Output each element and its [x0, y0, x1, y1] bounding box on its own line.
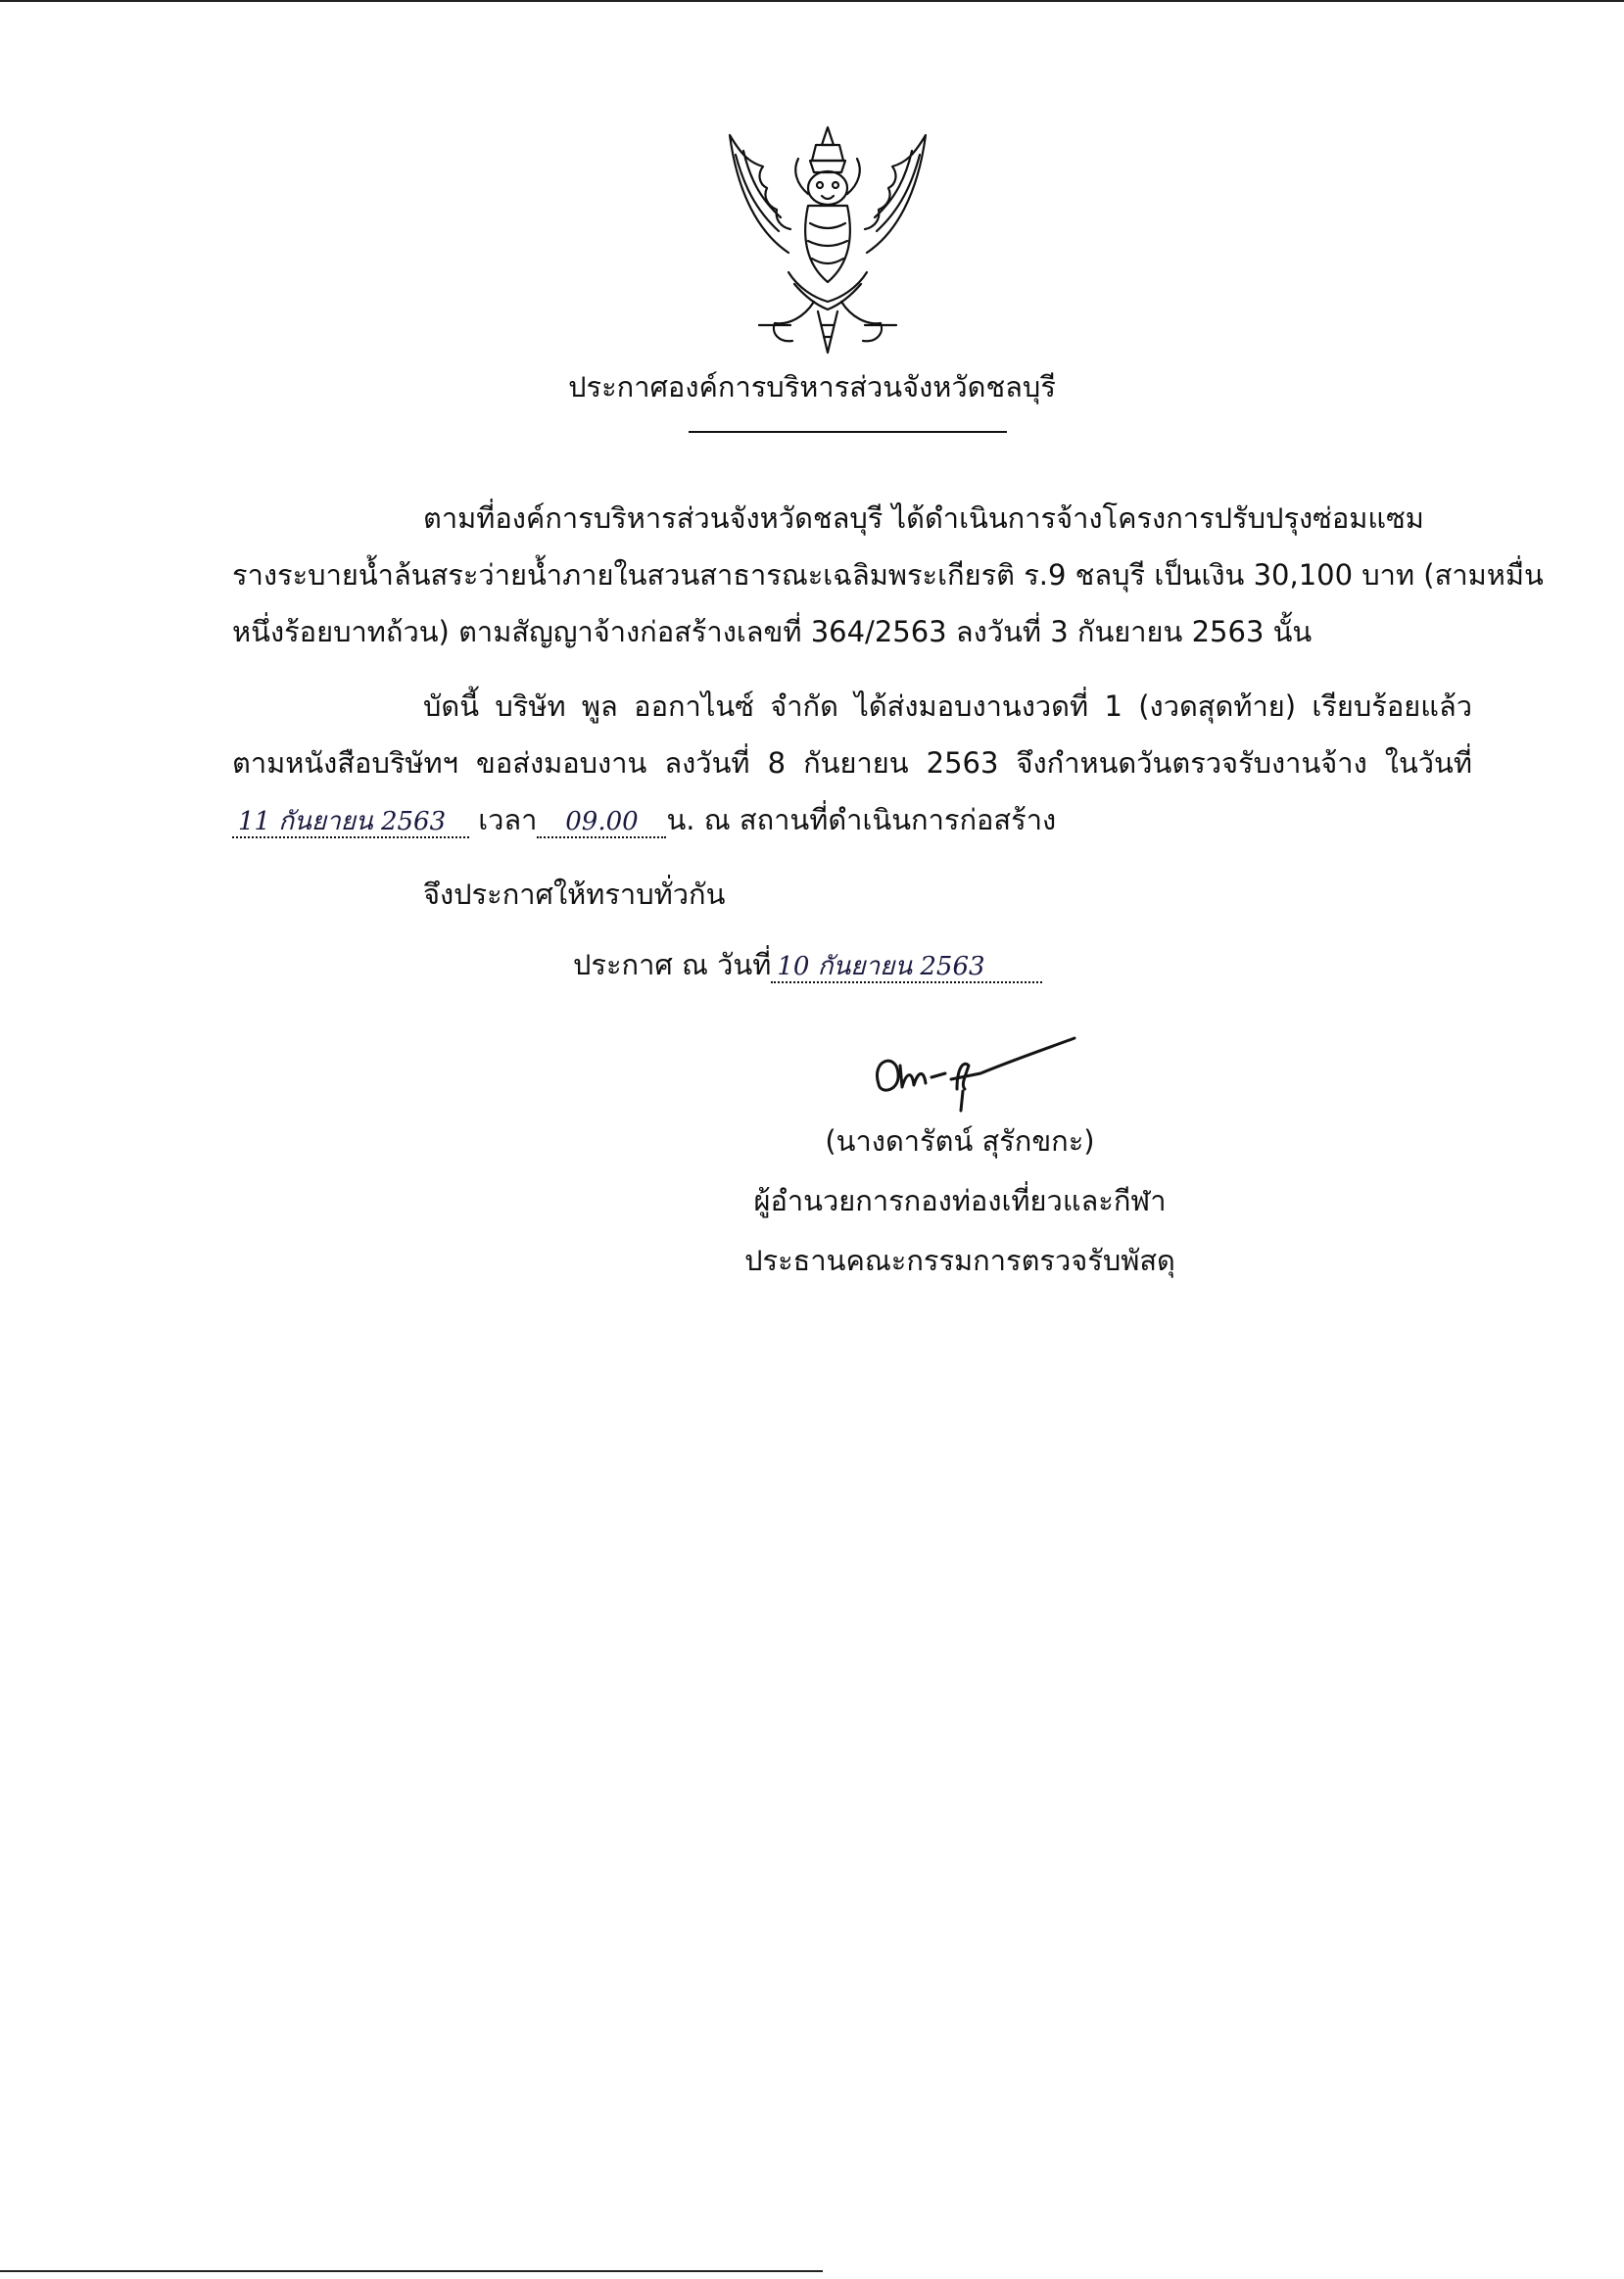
title-underline — [689, 431, 1007, 433]
announce-label: ประกาศ ณ วันที่ — [573, 948, 772, 981]
paragraph-contract — [232, 490, 1544, 660]
paragraph-contract-line-1: ตามที่องค์การบริหารส่วนจังหวัดชลบุรี ได้ดำเนินการจ้างโครงการปรับปรุงซ่อมแซม — [423, 501, 1424, 535]
signer-position-2: ประธานคณะกรรมการตรวจรับพัสดุ — [744, 1244, 1175, 1277]
time-label: เวลา — [478, 803, 538, 836]
paragraph-contract-line-2: รางระบายน้ำล้นสระว่ายน้ำภายในสวนสาธารณะเฉลิมพระเกียรติ ร.9 ชลบุรี เป็นเงิน 30,100 บาท (สามหมื่น — [232, 558, 1544, 592]
signer-position-1: ผู้อำนวยการกองท่องเที่ยวและกีฬา — [753, 1184, 1167, 1217]
page-top-border — [0, 0, 1624, 2]
page-bottom-border — [0, 2270, 823, 2272]
announcement-date-line — [573, 942, 1042, 987]
paragraph-delivery-line-2: ตามหนังสือบริษัทฯ ขอส่งมอบงาน ลงวันที่ 8 กันยายน 2563 จึงกำหนดวันตรวจรับงานจ้าง ในวันที่ — [232, 746, 1472, 780]
paragraph-contract-line-3: หนึ่งร้อยบาทถ้วน) ตามสัญญาจ้างก่อสร้างเลขที่ 364/2563 ลงวันที่ 3 กันยายน 2563 นั้น — [232, 615, 1313, 648]
location-text: น. ณ สถานที่ดำเนินการก่อสร้าง — [666, 803, 1057, 836]
announce-date-handwritten: 10 กันยายน 2563 — [771, 952, 1042, 983]
inspection-time-handwritten: 09.00 — [537, 807, 666, 838]
handwritten-signature — [867, 1030, 1082, 1114]
closing-text: จึงประกาศให้ทราบทั่วกัน — [423, 878, 726, 911]
paragraph-delivery — [232, 678, 1472, 848]
signer-name: (นางดารัตน์ สุรักขกะ) — [825, 1124, 1095, 1158]
document-title: ประกาศองค์การบริหารส่วนจังหวัดชลบุรี — [568, 370, 1056, 404]
paragraph-delivery-line-1: บัดนี้ บริษัท พูล ออกาไนซ์ จำกัด ได้ส่งมอบงานงวดที่ 1 (งวดสุดท้าย) เรียบร้อยแล้ว — [423, 689, 1472, 723]
paragraph-delivery-line-3 — [232, 791, 1472, 848]
garuda-emblem-icon — [720, 116, 935, 356]
inspection-date-handwritten: 11 กันยายน 2563 — [232, 807, 469, 838]
closing-paragraph — [232, 866, 1472, 923]
